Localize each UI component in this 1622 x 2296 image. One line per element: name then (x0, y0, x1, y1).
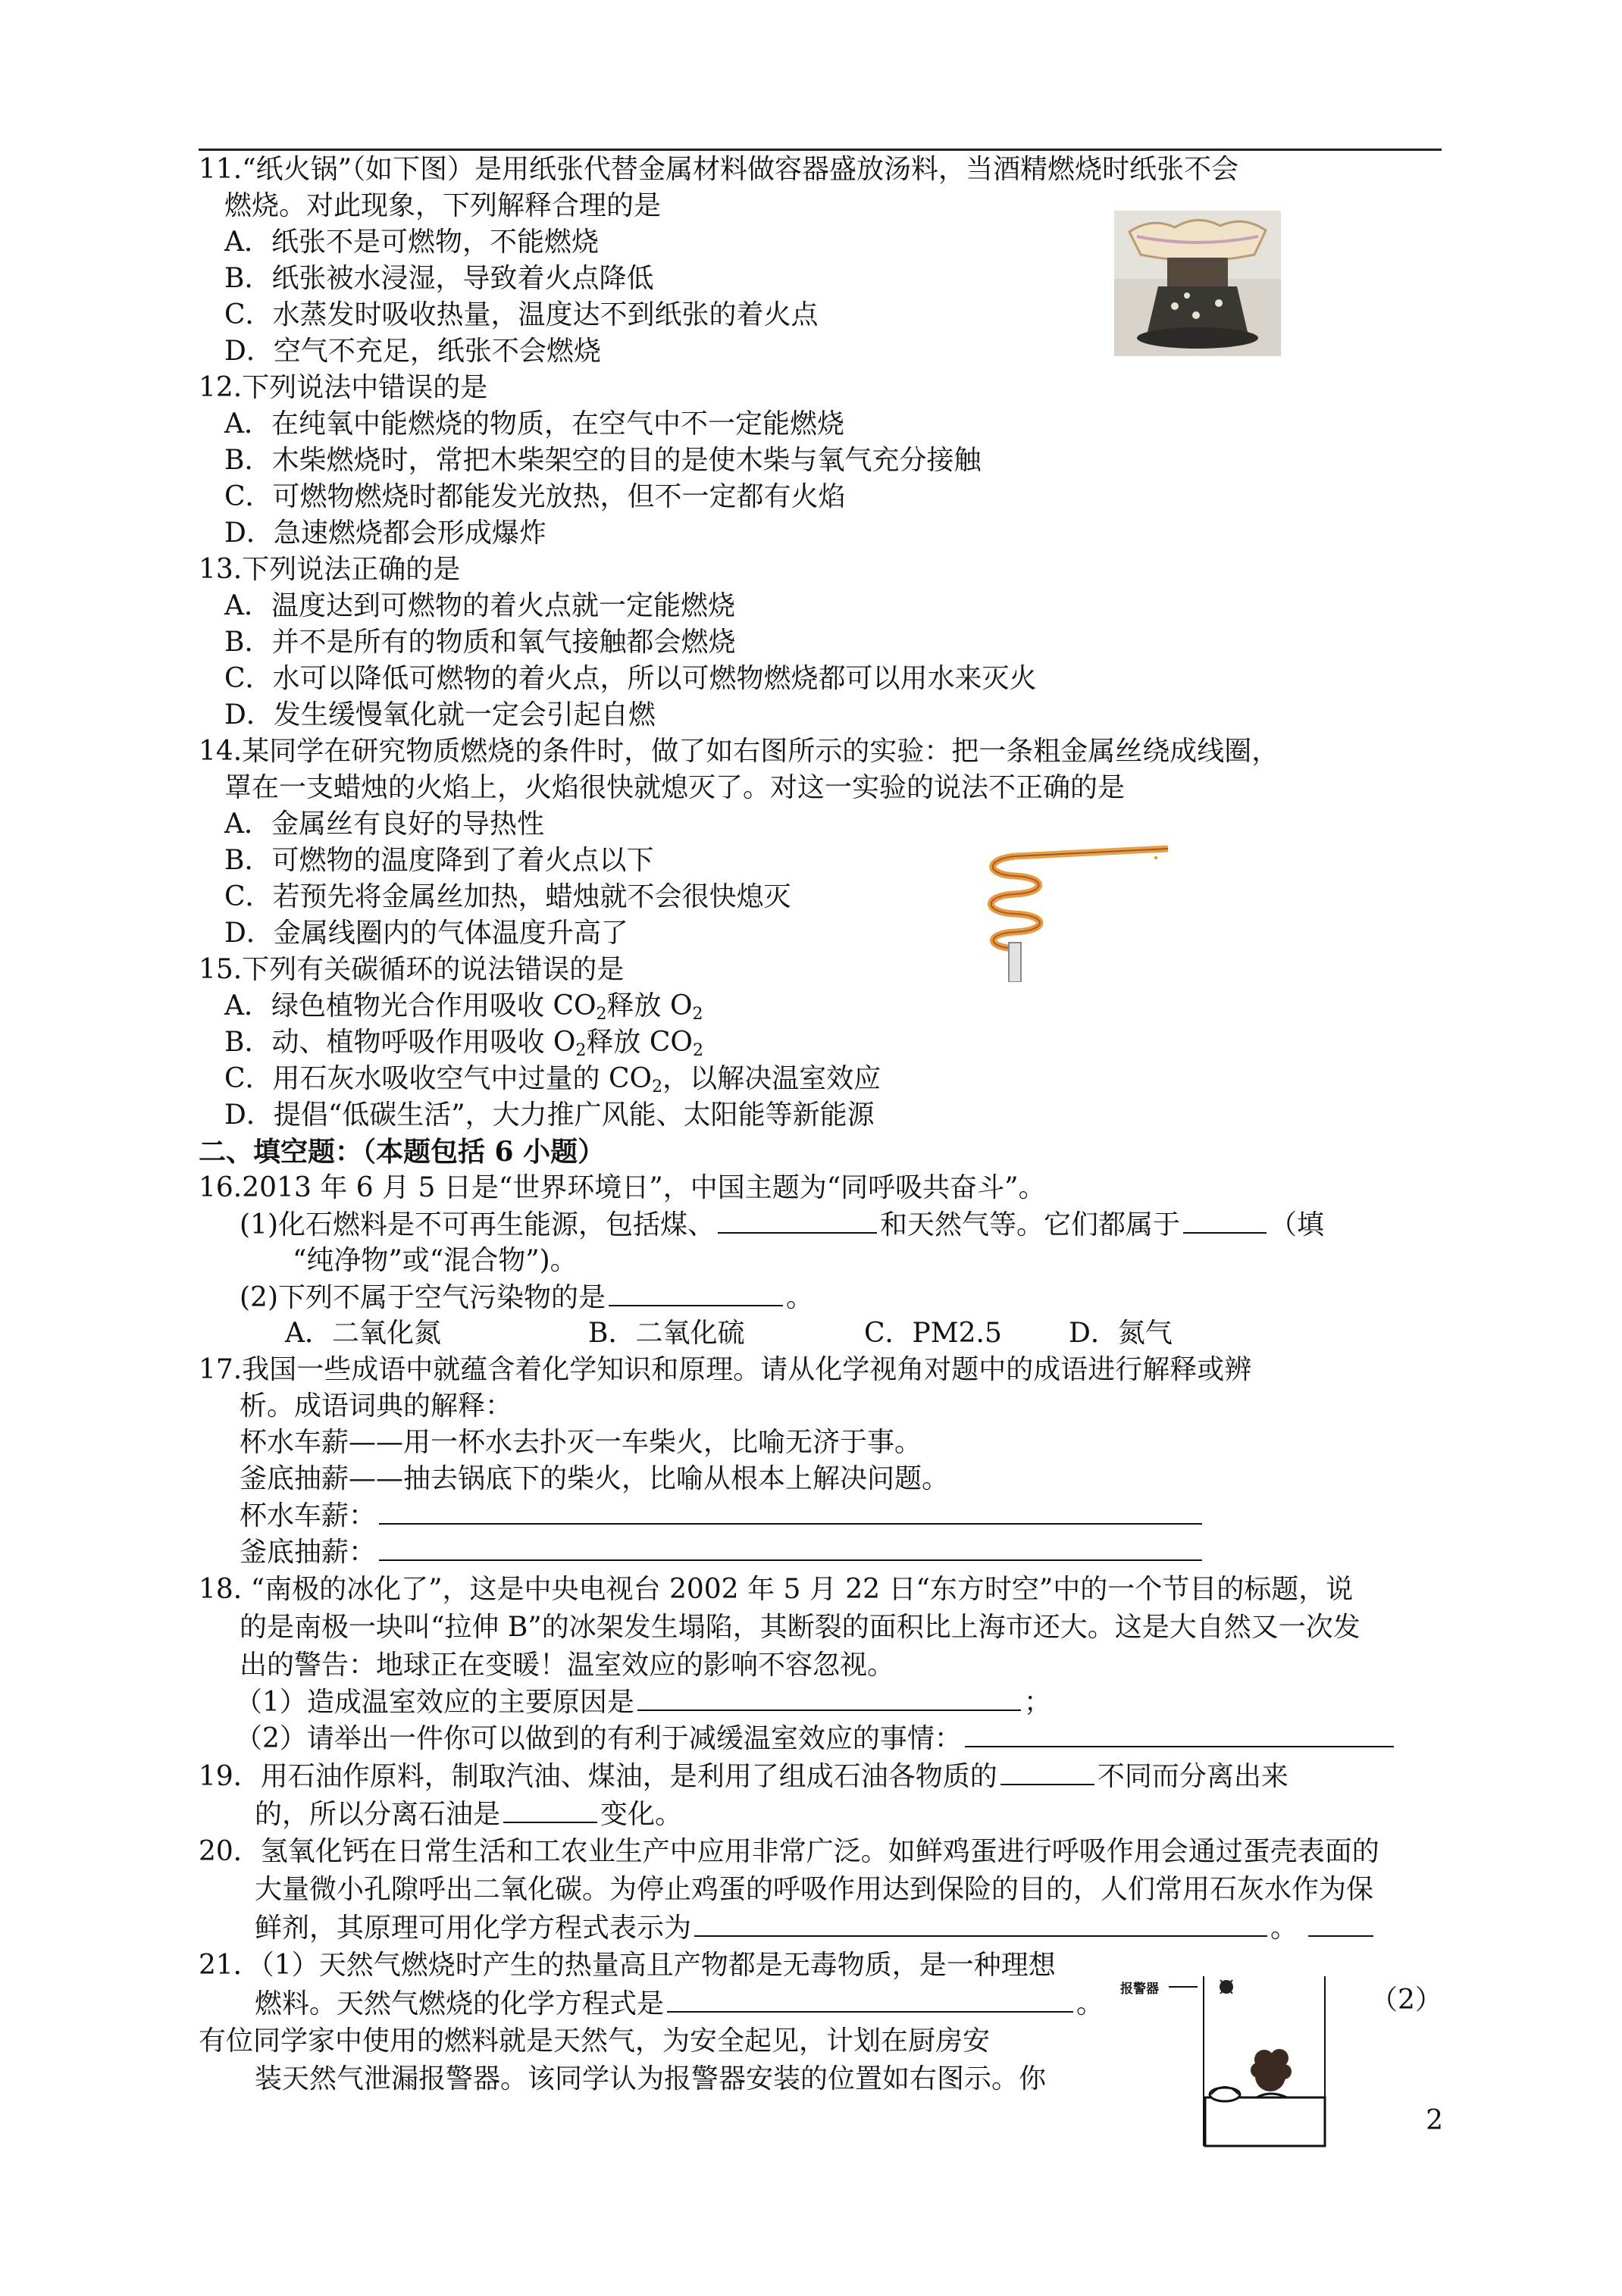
q15-option-c: C．用石灰水吸收空气中过量的 $CO_2$，以解决温室效应 (224, 1063, 881, 1096)
q11-option-b: B．纸张被水浸湿，导致着火点降低 (224, 263, 654, 294)
answer-blank[interactable] (667, 1985, 1073, 2013)
q11-option-c: C．水蒸发时吸收热量，温度达不到纸张的着火点 (224, 299, 819, 330)
q14-stem-1: 14.某同学在研究物质燃烧的条件时，做了如右图所示的实验：把一条粗金属丝绕成线圈， (199, 736, 1279, 767)
q17-answer-1: 杯水车薪： (240, 1497, 1205, 1534)
q18-part1: （1）造成温室效应的主要原因是 ； (235, 1684, 1051, 1721)
answer-blank[interactable] (379, 1497, 1202, 1525)
q19-line-1: 19．用石油作原料，制取汽油、煤油，是利用了组成石油各物质的 不同而分离出来 (199, 1758, 1289, 1795)
q20-line-3: 鲜剂，其原理可用化学方程式表示为 。 (255, 1910, 1376, 1947)
page-number: 2 (1426, 2105, 1443, 2136)
answer-blank[interactable] (609, 1279, 783, 1306)
paper-hotpot-image (1114, 211, 1281, 356)
section-heading: 二、填空题：（本题包括 6 小题） (199, 1136, 606, 1168)
q12-stem: 12.下列说法中错误的是 (199, 372, 488, 403)
q18-line-3: 出的警告：地球正在变暖！温室效应的影响不容忽视。 (240, 1650, 895, 1681)
q13-option-c: C．水可以降低可燃物的着火点，所以可燃物燃烧都可以用水来灭火 (224, 663, 1037, 694)
q21-line-4: 装天然气泄漏报警器。该同学认为报警器安装的位置如右图示。你 (255, 2063, 1047, 2094)
q13-option-b: B．并不是所有的物质和氧气接触都会燃烧 (224, 627, 736, 658)
q18-line-1: 18. “南极的冰化了”，这是中央电视台 2002 年 5 月 22 日“东方时空”中的一个节目的标题，说 (199, 1574, 1354, 1605)
q16-option-a: A．二氧化氮 (285, 1318, 441, 1349)
q16-option-c: C．PM2.5 (864, 1318, 1002, 1349)
q15-stem: 15.下列有关碳循环的说法错误的是 (199, 954, 625, 985)
kitchen-drawing (1120, 1976, 1348, 2147)
q18-line-2: 的是南极一块叫“拉伸 B”的冰架发生塌陷，其断裂的面积比上海市还大。这是大自然又一次发 (240, 1612, 1361, 1643)
q18-part2: （2）请举出一件你可以做到的有利于减缓温室效应的事情： (235, 1720, 1397, 1757)
answer-blank[interactable] (1183, 1206, 1267, 1234)
q15-option-d: D．提倡“低碳生活”，大力推广风能、太阳能等新能源 (224, 1100, 875, 1131)
q12-option-d: D．急速燃烧都会形成爆炸 (224, 518, 546, 549)
q16-part2: (2)下列不属于空气污染物的是 。 (240, 1279, 813, 1316)
q11-stem-2: 燃烧。对此现象，下列解释合理的是 (224, 190, 662, 221)
q17-answer-2: 釜底抽薪： (240, 1534, 1205, 1571)
q14-option-a: A．金属丝有良好的导热性 (224, 809, 544, 840)
q16-option-d: D．氮气 (1069, 1318, 1173, 1349)
q13-option-d: D．发生缓慢氧化就一定会引起自燃 (224, 699, 656, 730)
q15-option-b: B．动、植物呼吸作用吸收 $O_2$释放 $CO_2$ (224, 1027, 703, 1060)
wire-coil-candle-image (982, 832, 1171, 982)
answer-blank[interactable] (694, 1910, 1267, 1937)
q11-stem-1: 11.“纸火锅”（如下图）是用纸张代替金属材料做容器盛放汤料，当酒精燃烧时纸张不会 (199, 154, 1239, 185)
q12-option-a: A．在纯氧中能燃烧的物质，在空气中不一定能燃烧 (224, 408, 844, 439)
q16-option-b: B．二氧化硫 (588, 1318, 745, 1349)
q16-part1-line2: “纯净物”或“混合物”)。 (293, 1245, 578, 1276)
q14-option-c: C．若预先将金属丝加热，蜡烛就不会很快熄灭 (224, 881, 791, 912)
answer-blank[interactable] (637, 1684, 1021, 1711)
q14-stem-2: 罩在一支蜡烛的火焰上，火焰很快就熄灭了。对这一实验的说法不正确的是 (224, 772, 1126, 803)
answer-blank[interactable] (1308, 1910, 1373, 1937)
q11-option-a: A．纸张不是可燃物，不能燃烧 (224, 227, 599, 258)
q13-option-a: A．温度达到可燃物的着火点就一定能燃烧 (224, 590, 735, 621)
q16-stem: 16.2013 年 6 月 5 日是“世界环境日”，中国主题为“同呼吸共奋斗”。 (199, 1172, 1046, 1203)
q12-option-b: B．木柴燃烧时，常把木柴架空的目的是使木柴与氧气充分接触 (224, 445, 982, 476)
q12-option-c: C．可燃物燃烧时都能发光放热，但不一定都有火焰 (224, 481, 846, 512)
q14-option-d: D．金属线圈内的气体温度升高了 (224, 918, 628, 949)
q17-definition-2: 釜底抽薪——抽去锅底下的柴火，比喻从根本上解决问题。 (240, 1463, 950, 1494)
top-rule (199, 149, 1442, 151)
q16-part1: (1)化石燃料是不可再生能源，包括煤、 和天然气等。它们都属于 （填 (240, 1206, 1324, 1243)
q17-definition-1: 杯水车薪——用一杯水去扑灭一车柴火，比喻无济于事。 (240, 1427, 922, 1458)
answer-blank[interactable] (718, 1206, 877, 1234)
q20-line-2: 大量微小孔隙呼出二氧化碳。为停止鸡蛋的呼吸作用达到保险的目的，人们常用石灰水作为保 (255, 1874, 1374, 1905)
q21-line-1: 21．（1）天然气燃烧时产生的热量高且产物都是无毒物质，是一种理想 (199, 1950, 1056, 1981)
q21-part2-label: （2） (1370, 1985, 1442, 2016)
answer-blank[interactable] (503, 1796, 597, 1823)
q17-stem-1: 17.我国一些成语中就蕴含着化学知识和原理。请从化学视角对题中的成语进行解释或辨 (199, 1354, 1252, 1385)
alarm-label: 报警器 (1120, 1982, 1159, 1997)
q21-line-3: 有位同学家中使用的燃料就是天然气，为安全起见，计划在厨房安 (199, 2025, 991, 2057)
q14-option-b: B．可燃物的温度降到了着火点以下 (224, 845, 654, 876)
q19-line-2: 的，所以分离石油是 变化。 (255, 1796, 682, 1833)
gas-alarm-illustration (1120, 1976, 1348, 2147)
answer-blank[interactable] (965, 1720, 1394, 1747)
q15-option-a: A．绿色植物光合作用吸收 $CO_2$释放 $O_2$ (224, 990, 703, 1024)
q21-line-2: 燃料。天然气燃烧的化学方程式是 。 (255, 1985, 1104, 2022)
q13-stem: 13.下列说法正确的是 (199, 554, 461, 585)
answer-blank[interactable] (1000, 1758, 1094, 1785)
q11-option-d: D．空气不充足，纸张不会燃烧 (224, 336, 601, 367)
answer-blank[interactable] (379, 1534, 1202, 1561)
q20-line-1: 20．氢氧化钙在日常生活和工农业生产中应用非常广泛。如鲜鸡蛋进行呼吸作用会通过蛋壳表面的 (199, 1836, 1379, 1867)
q17-stem-2: 析。成语词典的解释： (240, 1390, 513, 1422)
